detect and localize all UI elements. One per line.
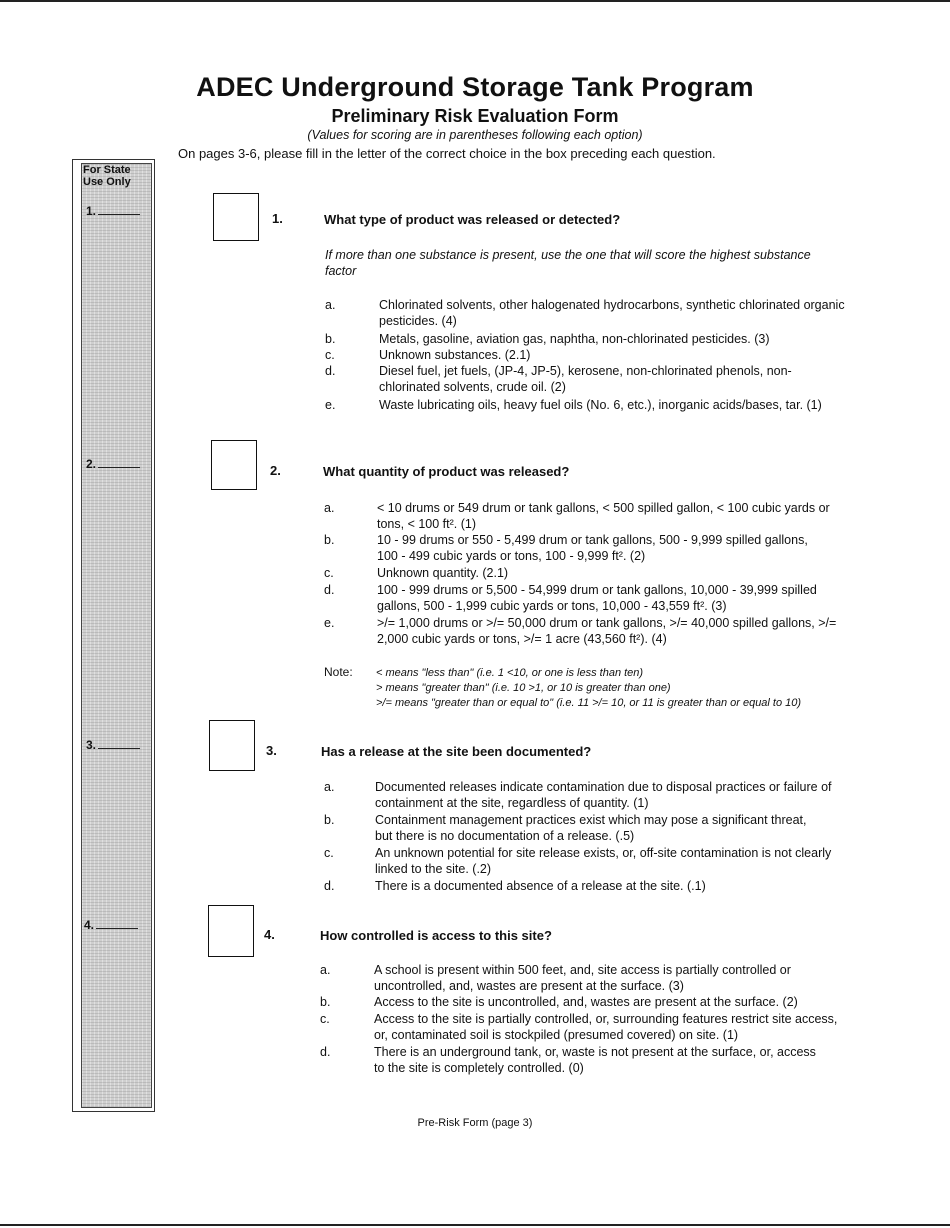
option-letter: c. — [325, 348, 335, 362]
option-text: There is a documented absence of a release at the site. (.1) — [375, 879, 706, 893]
top-page-edge — [0, 0, 950, 2]
option-letter: d. — [325, 364, 336, 378]
option-text: Metals, gasoline, aviation gas, naphtha, non-chlorinated pesticides. (3) — [379, 332, 770, 346]
sidebar-header-line1: For State — [83, 164, 131, 176]
answer-box-q4[interactable] — [208, 905, 254, 957]
note-line: > means "greater than" (i.e. 10 >1, or 10 is greater than one) — [376, 682, 671, 694]
note-line: >/= means "greater than or equal to" (i.e. 11 >/= 10, or 11 is greater than or equal to 10) — [376, 697, 802, 709]
question-text: How controlled is access to this site? — [320, 928, 552, 943]
sidebar-slot-label: 2. — [86, 457, 97, 471]
form-instructions: On pages 3-6, please fill in the letter of the correct choice in the box preceding each question. — [178, 146, 716, 161]
question-text: Has a release at the site been documented? — [321, 744, 592, 759]
sidebar-slot-line — [96, 928, 138, 929]
option-letter: a. — [324, 501, 335, 515]
sidebar-header-line2: Use Only — [83, 176, 131, 188]
answer-box-q1[interactable] — [213, 193, 259, 241]
scoring-note: (Values for scoring are in parentheses following each option) — [307, 128, 643, 142]
sidebar-slot-line — [98, 467, 140, 468]
option-text: Diesel fuel, jet fuels, (JP-4, JP-5), kerosene, non-chlorinated phenols, non-chlorinated solvents, crude oil. (2) — [379, 364, 792, 394]
option-letter: d. — [324, 879, 335, 893]
answer-box-q2[interactable] — [211, 440, 257, 490]
option-letter: c. — [324, 846, 334, 860]
bottom-page-edge — [0, 1224, 950, 1226]
sidebar-slot-2[interactable] — [86, 457, 140, 471]
option-text: < 10 drums or 549 drum or tank gallons, < 500 spilled gallon, < 100 cubic yards or tons, < 100 ft². (1) — [377, 501, 830, 531]
question-hint: If more than one substance is present, use the one that will score the highest substance factor — [325, 248, 811, 278]
sidebar-slot-line — [98, 214, 140, 215]
question-text: What type of product was released or detected? — [324, 212, 621, 227]
state-use-sidebar — [72, 159, 155, 1112]
question-number: 3. — [266, 743, 277, 758]
option-letter: d. — [320, 1045, 331, 1059]
note-label: Note: — [324, 665, 353, 679]
sidebar-slot-label: 4. — [84, 918, 95, 932]
option-text: 10 - 99 drums or 550 - 5,499 drum or tank gallons, 500 - 9,999 spilled gallons, 100 - 499 cubic yards or tons, 100 - 9,999 ft². (2) — [377, 533, 808, 563]
option-text: An unknown potential for site release exists, or, off-site contamination is not clearly linked to the site. (.2) — [375, 846, 832, 876]
option-text: Waste lubricating oils, heavy fuel oils (No. 6, etc.), inorganic acids/bases, tar. (1) — [379, 398, 822, 412]
sidebar-header — [83, 164, 131, 188]
option-letter: a. — [324, 780, 335, 794]
option-text: >/= 1,000 drums or >/= 50,000 drum or tank gallons, >/= 40,000 spilled gallons, >/= 2,000 cubic yards or tons, >/= 1 acre (43,560 ft²). (4) — [377, 616, 837, 646]
option-letter: b. — [325, 332, 336, 346]
option-text: Access to the site is uncontrolled, and, wastes are present at the surface. (2) — [374, 995, 798, 1009]
option-text: Unknown quantity. (2.1) — [377, 566, 509, 580]
option-text: Containment management practices exist which may pose a significant threat, but there is no documentation of a release. (.5) — [375, 813, 807, 843]
option-letter: b. — [324, 813, 335, 827]
sidebar-slot-1[interactable] — [86, 204, 140, 218]
page-title: ADEC Underground Storage Tank Program — [196, 72, 754, 102]
question-text: What quantity of product was released? — [323, 464, 570, 479]
sidebar-slot-line — [98, 748, 140, 749]
option-text: A school is present within 500 feet, and, site access is partially controlled or uncontrolled, and, wastes are present at the surface. (3) — [374, 963, 791, 993]
option-letter: d. — [324, 583, 335, 597]
option-text: Chlorinated solvents, other halogenated hydrocarbons, synthetic chlorinated organic pesticides. (4) — [379, 298, 845, 328]
sidebar-shaded-area — [81, 163, 152, 1108]
option-letter: b. — [320, 995, 331, 1009]
sidebar-slot-label: 1. — [86, 204, 97, 218]
option-letter: b. — [324, 533, 335, 547]
question-number: 2. — [270, 463, 281, 478]
option-letter: e. — [324, 616, 335, 630]
sidebar-slot-label: 3. — [86, 738, 97, 752]
note-line: < means "less than" (i.e. 1 <10, or one is less than ten) — [376, 667, 644, 679]
option-text: There is an underground tank, or, waste is not present at the surface, or, access to the site is completely controlled. (0) — [374, 1045, 816, 1075]
option-letter: c. — [324, 566, 334, 580]
sidebar-slot-4[interactable] — [84, 918, 138, 932]
option-letter: c. — [320, 1012, 330, 1026]
question-number: 1. — [272, 211, 283, 226]
option-letter: a. — [320, 963, 331, 977]
question-number: 4. — [264, 927, 275, 942]
option-letter: e. — [325, 398, 336, 412]
form-subtitle: Preliminary Risk Evaluation Form — [331, 106, 619, 126]
option-text: Documented releases indicate contamination due to disposal practices or failure of containment at the site, regardless of quantity. (1) — [375, 780, 832, 810]
option-letter: a. — [325, 298, 336, 312]
option-text: 100 - 999 drums or 5,500 - 54,999 drum or tank gallons, 10,000 - 39,999 spilled gallons, 500 - 1,999 cubic yards or tons, 10,000 - 43,559 ft². (3) — [377, 583, 817, 613]
sidebar-slot-3[interactable] — [86, 738, 140, 752]
page-footer: Pre-Risk Form (page 3) — [417, 1117, 533, 1129]
option-text: Access to the site is partially controlled, or, surrounding features restrict site access, or, contaminated soil is stockpiled (presumed covered) on site. (1) — [374, 1012, 838, 1042]
answer-box-q3[interactable] — [209, 720, 255, 771]
symbol-notes — [376, 666, 816, 711]
option-text: Unknown substances. (2.1) — [379, 348, 531, 362]
